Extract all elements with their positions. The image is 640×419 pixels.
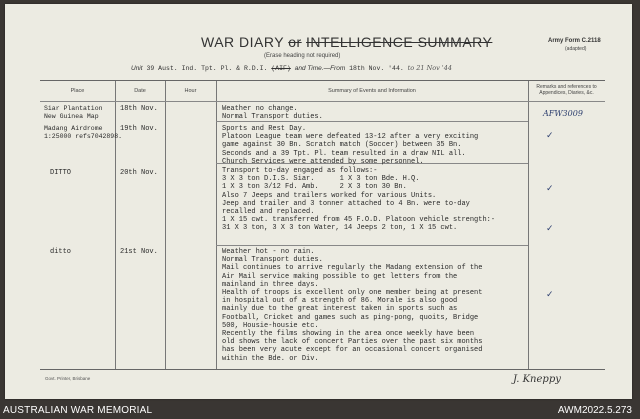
title-struck: INTELLIGENCE SUMMARY xyxy=(306,34,493,50)
page-title xyxy=(201,34,492,50)
subtitle: (Erase heading not required) xyxy=(264,53,341,59)
entry-date: 18th Nov. xyxy=(120,105,158,113)
entry-summary: Weather no change. Normal Transport duties. xyxy=(222,105,323,122)
entry-place: DITTO xyxy=(50,169,72,177)
form-number: Army Form C.2118 xyxy=(548,38,601,44)
entry-place: Siar Plantation New Guinea Map xyxy=(44,105,103,121)
check-mark-icon: ✓ xyxy=(546,131,554,141)
check-mark-icon: ✓ xyxy=(546,224,554,234)
archive-name: AUSTRALIAN WAR MEMORIAL xyxy=(3,405,153,416)
war-diary-page xyxy=(5,4,632,399)
unit-label: Unit xyxy=(131,65,143,72)
column-divider xyxy=(216,81,217,369)
check-mark-icon: ✓ xyxy=(546,290,554,300)
unit-value: 39 Aust. Ind. Tpt. Pl. & R.D.I. xyxy=(146,65,268,72)
row-divider xyxy=(216,245,528,246)
col-hour: Hour xyxy=(184,88,197,94)
entry-summary: Weather hot - no rain. Normal Transport duties. Mail continues to arrive regularly the Madang extension of the Air Mail service making possible to get letters from the mainland in three days. Health of troops is excellent only one member being at present in hospital out of a strength of 86. Morale is also good mainly due to the great interest taken in sports such as Football, Cricket and games such as ping-pong, quoits, Bridge 500, Housie-housie etc. Recently the films showing in the area once weekly have been old shows the lack of concert Parties over the past six months has been very acute except for an occasional concert organised within the Bde. or Div. xyxy=(222,248,483,363)
entry-date: 21st Nov. xyxy=(120,248,158,256)
col-date: Date xyxy=(134,88,146,94)
header-divider xyxy=(40,101,605,102)
entry-date: 19th Nov. xyxy=(120,125,158,133)
column-divider xyxy=(165,81,166,369)
period-to: to 21 Nov '44 xyxy=(407,64,452,72)
col-summary: Summary of Events and Information xyxy=(328,88,416,94)
unit-struck: (AIF) xyxy=(271,65,291,72)
printer-note: Govt. Printer, Brisbane xyxy=(45,376,91,381)
check-mark-icon: ✓ xyxy=(546,184,554,194)
col-remarks: Remarks and references to Appendices, Diaries, &c. xyxy=(536,84,597,96)
title-prefix: WAR DIARY xyxy=(201,34,284,50)
entry-date: 20th Nov. xyxy=(120,169,158,177)
diary-table xyxy=(40,80,605,370)
unit-line xyxy=(131,64,452,72)
period-label: and Time.—From xyxy=(294,65,346,72)
archive-reference: AWM2022.5.273 xyxy=(557,405,632,416)
period-value: 18th Nov. '44. xyxy=(349,65,404,72)
col-place: Place xyxy=(70,88,85,94)
entry-place: Madang Airdrome 1:25000 refs7042898. xyxy=(44,125,123,141)
title-or: or xyxy=(288,34,302,50)
signature: J. Kneppy xyxy=(513,374,561,385)
remarks-note: AFW3009 xyxy=(543,109,583,118)
entry-summary: Transport to-day engaged as follows:- 3 X 3 ton D.I.S. Siar. 1 X 3 ton Bde. H.Q. 1 X 3 ton 3/12 Fd. Amb. 2 X 3 ton 30 Bn. Also 7 Jeeps and trailers worked for various Units. Jeep and trailer and 3 tonner attached to 4 Bn. were to-day recalled and replaced. 1 X 15 cwt. transferred from 45 F.O.D. Platoon vehicle strength:- 31 X 3 ton, 3 X 3 ton Water, 14 Jeeps 2 ton, 1 X 15 cwt. xyxy=(222,167,496,233)
entry-summary: Sports and Rest Day. Platoon League team were defeated 13-12 after a very exciting game against 30 Bn. Scratch match (Soccer) between 35 Bn. Seconds and a 39 Tpt. Pl. team resulted in a draw NIL all. Church Services were attended by some personnel. xyxy=(222,125,479,166)
form-adapted: (adapted) xyxy=(565,46,587,52)
column-divider xyxy=(528,81,529,369)
entry-place: ditto xyxy=(50,248,72,256)
